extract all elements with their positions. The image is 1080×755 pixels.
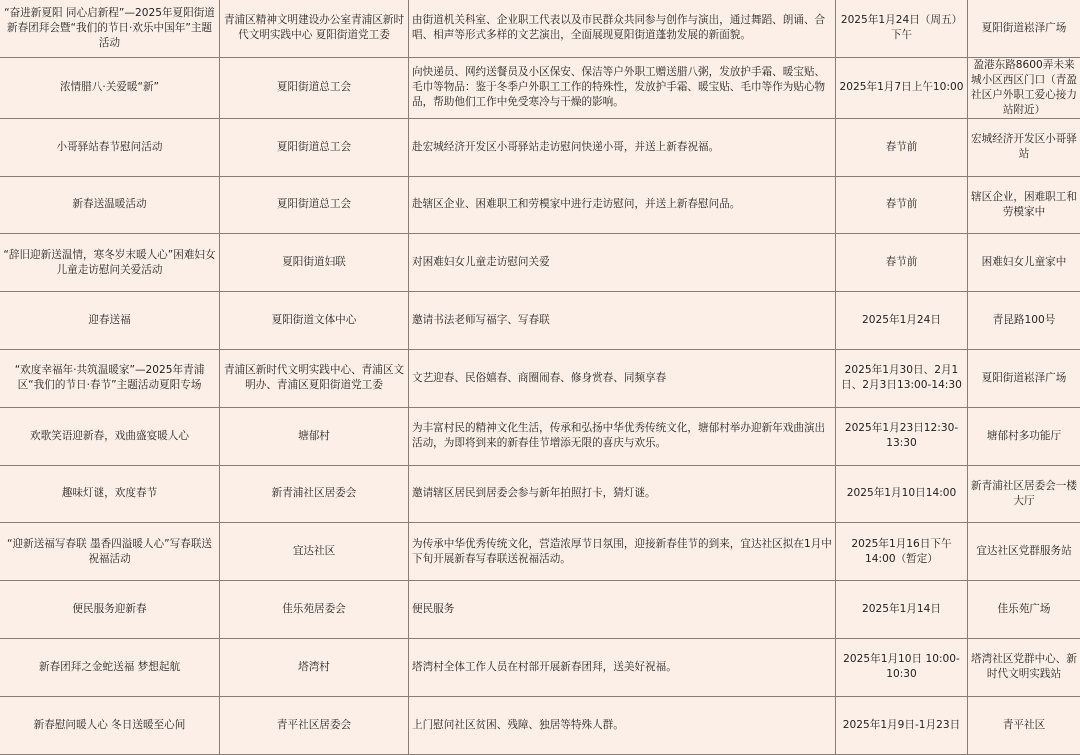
content-cell: 文艺迎春、民俗嬉春、商圈闹春、修身赏春、同频享春 (409, 349, 836, 407)
table-row (0, 581, 1080, 639)
place-cell: 塔湾社区党群中心、新时代文明实践站 (968, 638, 1080, 696)
table-row (0, 234, 1080, 292)
organizer-cell: 塘郁村 (220, 407, 409, 465)
activity-name-cell: “迎新送福写春联 墨香四溢暖人心”写春联送祝福活动 (0, 523, 220, 581)
organizer-cell: 青浦区新时代文明实践中心、青浦区文明办、青浦区夏阳街道党工委 (220, 349, 409, 407)
place-cell: 宜达社区党群服务站 (968, 523, 1080, 581)
content-cell: 向快递员、网约送餐员及小区保安、保洁等户外职工赠送腊八粥，发放护手霜、暖宝贴、毛巾等物品：鉴于冬季户外职工工作的特殊性，发放护手霜、暖宝贴、毛巾等作为贴心物品，帮助他们工作中免受寒冷与干燥的影响。 (409, 57, 836, 118)
place-cell: 辖区企业，困难职工和劳模家中 (968, 176, 1080, 234)
activity-name-cell: 浓情腊八·关爱暖“新” (0, 57, 220, 118)
place-cell: 夏阳街道崧泽广场 (968, 349, 1080, 407)
activity-name-cell: “欢度幸福年·共筑温暖家”—2025年青浦区“我们的节日·春节”主题活动夏阳专场 (0, 349, 220, 407)
organizer-cell: 青浦区精神文明建设办公室青浦区新时代文明实践中心 夏阳街道党工委 (220, 0, 409, 57)
table-row (0, 638, 1080, 696)
time-cell: 2025年1月23日12:30-13:30 (836, 407, 968, 465)
organizer-cell: 塔湾村 (220, 638, 409, 696)
content-cell: 邀请书法老师写福字、写春联 (409, 292, 836, 350)
time-cell: 2025年1月9日-1月23日 (836, 696, 968, 754)
activity-name-cell: 欢歌笑语迎新春，戏曲盛宴暖人心 (0, 407, 220, 465)
table-row (0, 292, 1080, 350)
table-row (0, 696, 1080, 754)
table-row (0, 407, 1080, 465)
time-cell: 2025年1月10日14:00 (836, 465, 968, 523)
time-cell: 2025年1月24日（周五）下午 (836, 0, 968, 57)
content-cell: 为传承中华优秀传统文化，营造浓厚节日氛围，迎接新春佳节的到来，宜达社区拟在1月中下旬开展新春写春联送祝福活动。 (409, 523, 836, 581)
content-cell: 塔湾村全体工作人员在村部开展新春团拜，送美好祝福。 (409, 638, 836, 696)
table-row (0, 465, 1080, 523)
activity-name-cell: 小哥驿站春节慰问活动 (0, 118, 220, 176)
time-cell: 2025年1月14日 (836, 581, 968, 639)
place-cell: 盈港东路8600弄未来城小区西区门口（青盈社区户外职工爱心接力站附近） (968, 57, 1080, 118)
time-cell: 2025年1月30日、2月1日、2月3日13:00-14:30 (836, 349, 968, 407)
place-cell: 宏城经济开发区小哥驿站 (968, 118, 1080, 176)
organizer-cell: 青平社区居委会 (220, 696, 409, 754)
place-cell: 困难妇女儿童家中 (968, 234, 1080, 292)
content-cell: 对困难妇女儿童走访慰问关爱 (409, 234, 836, 292)
place-cell: 青平社区 (968, 696, 1080, 754)
organizer-cell: 佳乐苑居委会 (220, 581, 409, 639)
activity-name-cell: 新春慰问暖人心 冬日送暖至心间 (0, 696, 220, 754)
activity-name-cell: 趣味灯谜，欢度春节 (0, 465, 220, 523)
organizer-cell: 新青浦社区居委会 (220, 465, 409, 523)
content-cell: 赴辖区企业、困难职工和劳模家中进行走访慰问，并送上新春慰问品。 (409, 176, 836, 234)
content-cell: 由街道机关科室、企业职工代表以及市民群众共同参与创作与演出，通过舞蹈、朗诵、合唱、相声等形式多样的文艺演出，全面展现夏阳街道蓬勃发展的新面貌。 (409, 0, 836, 57)
time-cell: 2025年1月10日 10:00-10:30 (836, 638, 968, 696)
organizer-cell: 宜达社区 (220, 523, 409, 581)
time-cell: 春节前 (836, 118, 968, 176)
table-row (0, 0, 1080, 57)
organizer-cell: 夏阳街道总工会 (220, 176, 409, 234)
organizer-cell: 夏阳街道总工会 (220, 118, 409, 176)
content-cell: 赴宏城经济开发区小哥驿站走访慰问快递小哥，并送上新春祝福。 (409, 118, 836, 176)
organizer-cell: 夏阳街道文体中心 (220, 292, 409, 350)
activity-name-cell: 新春送温暖活动 (0, 176, 220, 234)
table-row (0, 57, 1080, 118)
content-cell: 为丰富村民的精神文化生活，传承和弘扬中华优秀传统文化，塘郁村举办迎新年戏曲演出活动，为即将到来的新春佳节增添无限的喜庆与欢乐。 (409, 407, 836, 465)
table-row (0, 349, 1080, 407)
content-cell: 便民服务 (409, 581, 836, 639)
activity-name-cell: “奋进新夏阳 同心启新程”—2025年夏阳街道新春团拜会暨“我们的节日·欢乐中国年”主题活动 (0, 0, 220, 57)
place-cell: 青昆路100号 (968, 292, 1080, 350)
activity-name-cell: 便民服务迎新春 (0, 581, 220, 639)
place-cell: 夏阳街道崧泽广场 (968, 0, 1080, 57)
time-cell: 2025年1月7日上午10:00 (836, 57, 968, 118)
table-row (0, 118, 1080, 176)
place-cell: 塘郁村多功能厅 (968, 407, 1080, 465)
content-cell: 邀请辖区居民到居委会参与新年拍照打卡，猜灯谜。 (409, 465, 836, 523)
activity-name-cell: “辞旧迎新送温情，寒冬岁末暖人心”困难妇女儿童走访慰问关爱活动 (0, 234, 220, 292)
activity-name-cell: 新春团拜之金蛇送福 梦想起航 (0, 638, 220, 696)
place-cell: 新青浦社区居委会一楼大厅 (968, 465, 1080, 523)
time-cell: 春节前 (836, 176, 968, 234)
time-cell: 2025年1月24日 (836, 292, 968, 350)
table-row (0, 523, 1080, 581)
organizer-cell: 夏阳街道总工会 (220, 57, 409, 118)
time-cell: 春节前 (836, 234, 968, 292)
table-row (0, 176, 1080, 234)
content-cell: 上门慰问社区贫困、残障、独居等特殊人群。 (409, 696, 836, 754)
time-cell: 2025年1月16日下午14:00（暂定） (836, 523, 968, 581)
organizer-cell: 夏阳街道妇联 (220, 234, 409, 292)
place-cell: 佳乐苑广场 (968, 581, 1080, 639)
activity-name-cell: 迎春送福 (0, 292, 220, 350)
